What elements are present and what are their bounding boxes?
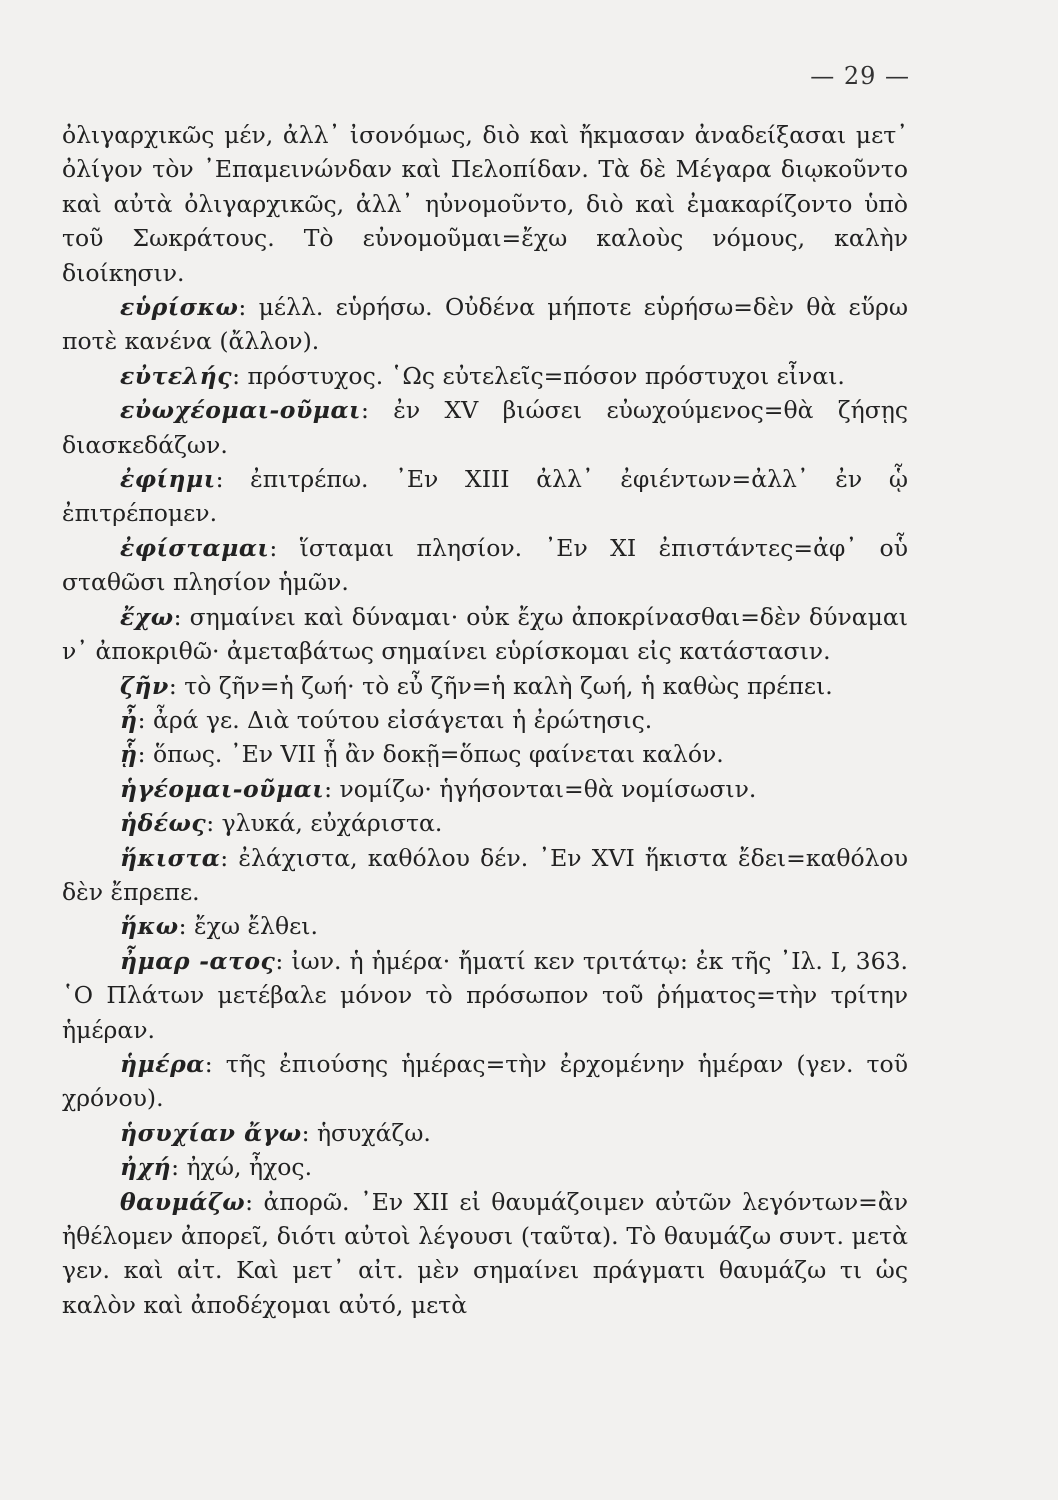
entry-headword: εὑρίσκω: [120, 293, 239, 322]
entry-headword: ἦμαρ -ατος: [120, 946, 276, 975]
entry-thaumazo: [62, 1185, 908, 1323]
entry-headword: ἥκιστα: [120, 843, 221, 872]
entry-definition: : ἡσυχάζω.: [301, 1118, 431, 1147]
entry-i-question: [62, 703, 908, 737]
entry-definition: : πρόστυχος. ῾Ως εὐτελεῖς=πόσον πρόστυχοι εἶναι.: [232, 361, 845, 390]
entry-igeomai: [62, 772, 908, 806]
entry-definition: : νομίζω· ἡγήσονται=θὰ νομίσωσιν.: [324, 774, 757, 803]
entry-definition: : τῆς ἐπιούσης ἡμέρας=τὴν ἐρχομένην ἡμέραν (γεν. τοῦ χρόνου).: [62, 1049, 908, 1113]
entry-definition: : ἔχω ἔλθει.: [178, 912, 318, 941]
entry-headword: ἔχω: [120, 602, 174, 631]
entry-eurisko: [62, 290, 908, 359]
entry-definition: : ἠχώ, ἦχος.: [171, 1153, 313, 1182]
entry-imar: [62, 944, 908, 1047]
entry-definition: : ἐλάχιστα, καθόλου δέν. ᾿Εν XVI ἥκιστα ἔδει=καθόλου δὲν ἔπρεπε.: [62, 843, 908, 906]
entry-definition: : ἆρά γε. Διὰ τούτου εἰσάγεται ἡ ἐρώτησις.: [137, 705, 653, 734]
entry-eutelis: [62, 359, 908, 393]
entry-headword: ἡγέομαι-οῦμαι: [120, 774, 325, 803]
entry-ephiemi: [62, 462, 908, 531]
entry-headword: ἥκω: [120, 912, 179, 941]
entry-ephistamai: [62, 531, 908, 600]
entry-iko: [62, 909, 908, 943]
entry-headword: ἐφίημι: [120, 465, 216, 494]
entry-headword: ἠχή: [120, 1153, 172, 1182]
entry-headword: ζῆν: [120, 671, 169, 700]
entry-headword: ἡμέρα: [120, 1049, 205, 1078]
entry-headword: εὐτελής: [120, 361, 233, 390]
entry-isychian-ago: [62, 1116, 908, 1150]
entry-euocheomai: [62, 393, 908, 462]
entry-ichi: [62, 1150, 908, 1184]
entry-definition: : μέλλ. εὑρήσω. Οὐδένα μήποτε εὑρήσω=δὲν θὰ εὕρω ποτὲ κανένα (ἄλλον).: [62, 293, 908, 356]
entry-headword: θαυμάζω: [120, 1187, 246, 1216]
entry-definition: : ἰων. ἡ ἡμέρα· ἤματί κεν τριτάτῳ: ἐκ τῆς ᾿Ιλ. I, 363. ῾Ο Πλάτων μετέβαλε μόνον τὸ πρόσωπον τοῦ ῥήματος=τὴν τρίτην ἡμέραν.: [62, 946, 909, 1044]
entry-definition: : τὸ ζῆν=ἡ ζωή· τὸ εὖ ζῆν=ἡ καλὴ ζωή, ἡ καθὼς πρέπει.: [168, 671, 833, 700]
entry-headword: εὐωχέομαι-οῦμαι: [120, 396, 361, 425]
entry-headword: ἡσυχίαν ἄγω: [120, 1118, 302, 1147]
intro-paragraph: ὀλιγαρχικῶς μέν, ἀλλ᾽ ἰσονόμως, διὸ καὶ ἤκμασαν ἀναδείξασαι μετ᾽ ὀλίγον τὸν ᾿Επαμεινώνδαν καὶ Πελοπίδαν. Τὰ δὲ Μέγαρα διῳκοῦντο καὶ αὐτὰ ὀλιγαρχικῶς, ἀλλ᾽ ηὐνομοῦντο, διὸ καὶ ἐμακαρίζοντο ὑπὸ τοῦ Σωκράτους. Τὸ εὐνομοῦμαι=ἔχω καλοὺς νόμους, καλὴν διοίκησιν.: [62, 121, 908, 287]
entry-definition: : σημαίνει καὶ δύναμαι· οὐκ ἔχω ἀποκρίνασθαι=δὲν δύναμαι ν᾽ ἀποκριθῶ· ἀμεταβάτως σημαίνει εὑρίσκομαι εἰς κατάστασιν.: [62, 602, 908, 666]
page-number: — 29 —: [810, 62, 910, 90]
entry-definition: : ὅπως. ᾿Εν VII ᾗ ἂν δοκῇ=ὅπως φαίνεται καλόν.: [137, 740, 724, 769]
body-text: [62, 118, 908, 1322]
entry-ideos: [62, 806, 908, 840]
entry-definition: : ἐπιτρέπω. ᾿Εν XIII ἀλλ᾽ ἐφιέντων=ἀλλ᾽ ἐν ᾧ ἐπιτρέπομεν.: [62, 465, 908, 528]
entry-imera: [62, 1047, 908, 1116]
entry-definition: : ἐν XV βιώσει εὐωχούμενος=θὰ ζήσῃς διασκεδάζων.: [62, 396, 908, 459]
entry-headword: ᾗ: [120, 740, 138, 769]
entry-definition: : ἵσταμαι πλησίον. ᾿Εν XI ἐπιστάντες=ἀφ᾽ οὗ σταθῶσι πλησίον ἡμῶν.: [62, 533, 908, 597]
entry-echo: [62, 600, 908, 669]
entry-ikista: [62, 841, 908, 910]
entry-headword: ἡδέως: [120, 809, 207, 838]
entry-headword: ἐφίσταμαι: [120, 533, 270, 562]
entry-definition: : ἀπορῶ. ᾿Εν XII εἰ θαυμάζοιμεν αὐτῶν λεγόντων=ἂν ἠθέλομεν ἀπορεῖ, διότι αὐτοὶ λέγουσι (ταῦτα). Τὸ θαυμάζω συντ. μετὰ γεν. καὶ αἰτ. Καὶ μετ᾽ αἰτ. μὲν σημαίνει πράγματι θαυμάζω τι ὡς καλὸν καὶ ἀποδέχομαι αὐτό, μετὰ: [62, 1187, 908, 1319]
entry-i-how: [62, 737, 908, 771]
entry-definition: : γλυκά, εὐχάριστα.: [206, 809, 443, 838]
entry-zin: [62, 669, 908, 703]
entry-headword: ἦ: [120, 705, 138, 734]
